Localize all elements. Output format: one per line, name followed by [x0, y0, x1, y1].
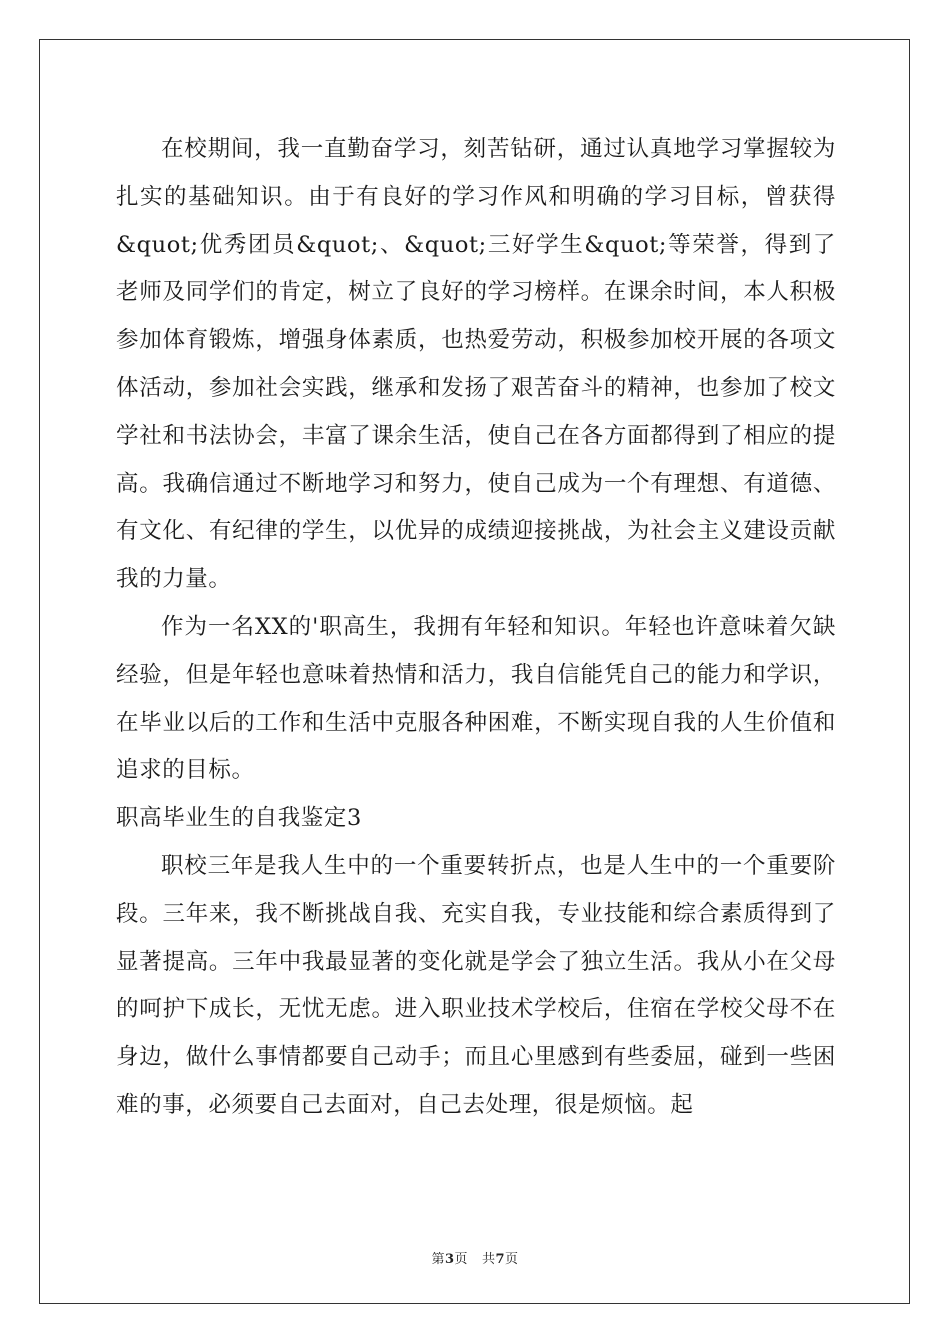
- section-heading: 职高毕业生的自我鉴定3: [116, 805, 362, 832]
- page-suffix: 页: [454, 1252, 469, 1267]
- paragraph-section-body: 职校三年是我人生中的一个重要转折点，也是人生中的一个重要阶段。三年来，我不断挑战自我、充实自我，专业技能和综合素质得到了显著提高。三年中我最显著的变化就是学会了独立生活。我从小在父母的呵护下成长，无忧无虑。进入职业技术学校后，住宿在学校父母不在身边，做什么事情都要自己动手；而且心里感到有些委屈，碰到一些困难的事，必须要自己去面对，自己去处理，很是烦恼。起: [116, 852, 836, 1118]
- current-page-number: 3: [444, 1252, 455, 1267]
- page-prefix: 第: [431, 1252, 445, 1267]
- page-footer: [0, 1248, 950, 1267]
- total-suffix: 页: [505, 1252, 519, 1267]
- paragraph-vocational-student: 作为一名XX的'职高生，我拥有年轻和知识。年轻也许意味着欠缺经验，但是年轻也意味着热情和活力，我自信能凭自己的能力和学识，在毕业以后的工作和生活中克服各种困难，不断实现自我的人生价值和追求的目标。: [116, 613, 836, 784]
- total-prefix: 共: [481, 1252, 496, 1267]
- total-page-number: 7: [495, 1252, 506, 1267]
- paragraph-school-life: 在校期间，我一直勤奋学习，刻苦钻研，通过认真地学习掌握较为扎实的基础知识。由于有良好的学习作风和明确的学习目标，曾获得&quot;优秀团员&quot;、&quot;三好学生&quot;等荣誉，得到了老师及同学们的肯定，树立了良好的学习榜样。在课余时间，本人积极参加体育锻炼，增强身体素质，也热爱劳动，积极参加校开展的各项文体活动，参加社会实践，继承和发扬了艰苦奋斗的精神，也参加了校文学社和书法协会，丰富了课余生活，使自己在各方面都得到了相应的提高。我确信通过不断地学习和努力，使自己成为一个有理想、有道德、有文化、有纪律的学生，以优异的成绩迎接挑战，为社会主义建设贡献我的力量。: [116, 136, 836, 593]
- document-body: [116, 126, 836, 1130]
